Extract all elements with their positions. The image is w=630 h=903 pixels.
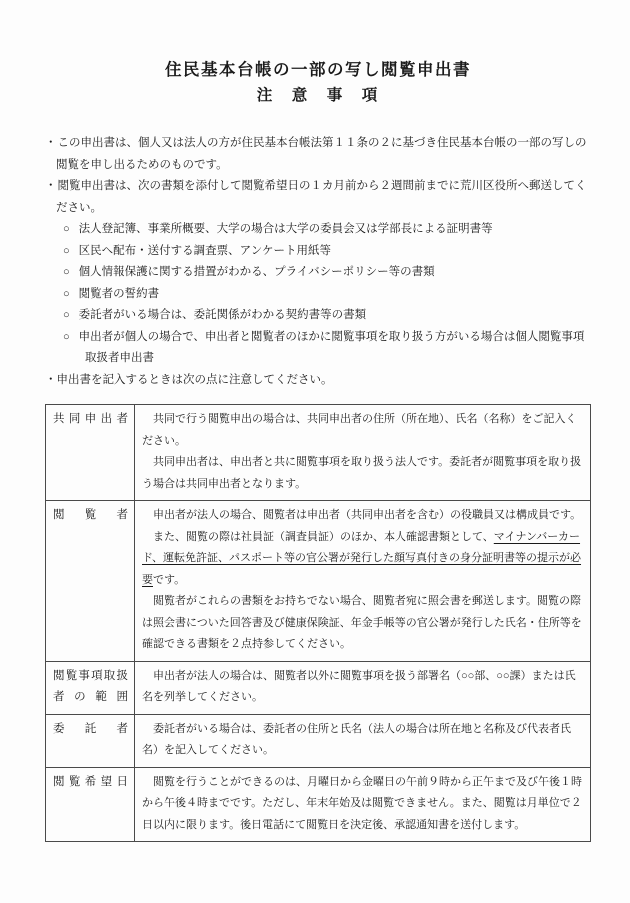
row-label-cell <box>46 661 135 714</box>
table-row <box>46 767 591 842</box>
underlined-text: マイナンバーカード、運転免許証、パスポート等の官公署が発行した顔写真付きの身分証明書等の提示が必要 <box>142 530 582 586</box>
row-label-cell <box>46 714 135 767</box>
row-label-cell <box>46 405 135 501</box>
table-row <box>46 501 591 662</box>
text-segment: 共同で行う閲覧申出の場合は、共同申出者の住所（所在地）、氏名（名称）をご記入ください。 <box>142 413 577 447</box>
row-label-line: 共同申出者 <box>53 413 128 425</box>
attachment-item-text: 法人登記簿、事業所概要、大学の場合は大学の委員会又は学部長による証明書等 <box>78 223 493 235</box>
bullet-marker: ・ <box>45 137 57 149</box>
attachment-item <box>45 327 591 370</box>
row-label-line: 閲覧事項取扱 <box>53 669 128 682</box>
row-content-cell <box>135 405 591 501</box>
intro-bullet-item <box>45 176 591 219</box>
bullet-marker: ・ <box>45 373 57 386</box>
closing-bullet-text: 申出書を記入するときは次の点に注意してください。 <box>56 373 333 386</box>
text-segment: また、閲覧の際は社員証（調査員証）のほか、本人確認書類として、 <box>153 530 494 543</box>
row-paragraph <box>142 591 584 656</box>
attachment-item-text: 申出者が個人の場合で、申出者と閲覧者のほかに閲覧事項を取り扱う方がいる場合は個人閲覧事項取扱者申出書 <box>78 330 585 364</box>
document-title-sub: 注 意 事 項 <box>256 87 380 104</box>
attachment-item-text: 区民へ配布・送付する調査票、アンケート用紙等 <box>78 244 331 257</box>
attachment-item-text: 閲覧者の誓約書 <box>78 287 160 300</box>
circle-marker: ○ <box>63 266 70 278</box>
row-paragraph <box>142 505 584 527</box>
row-content-cell <box>135 661 591 714</box>
circle-marker: ○ <box>63 330 70 343</box>
row-content-cell <box>135 501 591 662</box>
document-title-main: 住民基本台帳の一部の写し閲覧申出書 <box>165 61 471 79</box>
attachment-item <box>45 219 591 241</box>
attachment-item <box>45 241 591 263</box>
row-paragraph <box>142 666 584 709</box>
table-row <box>46 661 591 714</box>
text-segment: 申出者が法人の場合は、閲覧者以外に閲覧事項を扱う部署名（○○部、○○課）または氏名を列挙してください。 <box>142 669 576 703</box>
attachment-item-text: 個人情報保護に関する措置がわかる、プライバシーポリシー等の書類 <box>78 266 435 278</box>
attachment-document-list <box>45 219 591 370</box>
row-label-line: 閲覧希望日 <box>53 775 128 788</box>
row-label-line: 閲覧者 <box>53 509 128 521</box>
row-label-cell <box>46 501 135 662</box>
intro-bullet-text: この申出書は、個人又は法人の方が住民基本台帳法第１１条の２に基づき住民基本台帳の一部の写しの閲覧を申し出るためのものです。 <box>56 137 587 171</box>
attachment-item <box>45 262 591 284</box>
text-segment: です。 <box>153 573 186 586</box>
bullet-marker: ・ <box>45 180 57 192</box>
circle-marker: ○ <box>63 287 70 300</box>
closing-bullet <box>45 370 591 392</box>
row-paragraph <box>142 452 584 495</box>
notes-table <box>45 404 591 842</box>
row-paragraph <box>142 772 584 837</box>
text-segment: 閲覧者がこれらの書類をお持ちでない場合、閲覧者宛に照会書を郵送します。閲覧の際は照会書についた回答書及び健康保険証、年金手帳等の官公署が発行した氏名・住所等を確認できる書類を２点持参してください。 <box>142 595 582 650</box>
attachment-item-text: 委託者がいる場合は、委託関係がわかる契約書等の書類 <box>78 309 367 321</box>
row-content-cell <box>135 714 591 767</box>
table-row <box>46 405 591 501</box>
intro-bullet-item <box>45 133 591 176</box>
text-segment: 共同申出者は、申出者と共に閲覧事項を取り扱う法人です。委託者が閲覧事項を取り扱う場合は共同申出者となります。 <box>142 456 582 490</box>
attachment-item <box>45 284 591 306</box>
row-paragraph <box>142 719 584 762</box>
row-content-cell <box>135 767 591 842</box>
row-label-line: 者の範囲 <box>53 691 128 703</box>
text-segment: 申出者が法人の場合、閲覧者は申出者（共同申出者を含む）の役職員又は構成員です。 <box>153 509 582 521</box>
text-segment: 閲覧を行うことができるのは、月曜日から金曜日の午前９時から正午まで及び午後１時から午後４時までです。ただし、年末年始及は閲覧できません。また、閲覧は月単位で２日以内に限ります。後日電話にて閲覧日を決定後、承認通知書を送付します。 <box>142 775 582 831</box>
circle-marker: ○ <box>63 309 70 321</box>
row-paragraph <box>142 527 584 592</box>
intro-bullet-list <box>45 133 591 219</box>
attachment-item <box>45 305 591 327</box>
circle-marker: ○ <box>63 223 70 235</box>
row-label-cell <box>46 767 135 842</box>
document-title <box>45 60 591 105</box>
text-segment: 委託者がいる場合は、委託者の住所と氏名（法人の場合は所在地と名称及び代表者氏名）を記入してください。 <box>142 722 571 756</box>
table-row <box>46 714 591 767</box>
row-paragraph <box>142 409 584 452</box>
row-label-line: 委託者 <box>53 722 128 735</box>
circle-marker: ○ <box>63 244 70 257</box>
intro-bullet-text: 閲覧申出書は、次の書類を添付して閲覧希望日の１カ月前から２週間前までに荒川区役所へ郵送してください。 <box>56 180 587 214</box>
